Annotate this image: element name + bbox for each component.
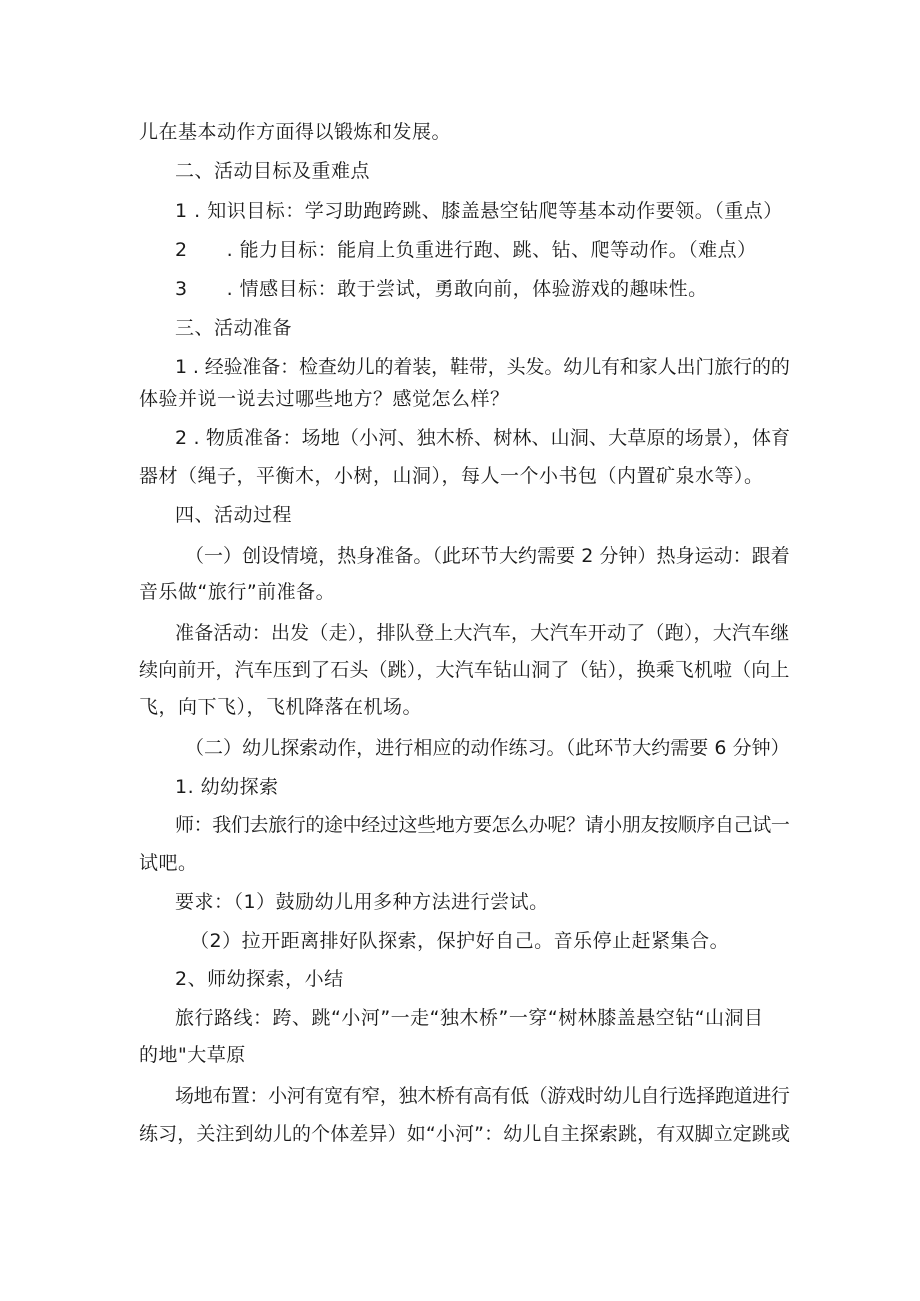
text-line: 旅行路线：跨、跳“小河”一走“独木桥”一穿“树林膝盖悬空钻“山洞目 bbox=[175, 1007, 764, 1029]
text-line: 续向前开，汽车压到了石头（跳），大汽车钻山洞了（钻），换乘飞机啦（向上 bbox=[139, 659, 790, 681]
text-line: 儿在基本动作方面得以锻炼和发展。 bbox=[139, 121, 452, 143]
list-item: 2 . 物质准备：场地（小河、独木桥、树林、山洞、大草原的场景），体育 bbox=[175, 427, 791, 449]
text-line: 音乐做“旅行”前准备。 bbox=[139, 581, 336, 603]
text-line: （二）幼儿探索动作，进行相应的动作练习。（此环节大约需要 6 分钟） bbox=[185, 737, 790, 759]
list-item: 2 . 能力目标：能肩上负重进行跑、跳、钻、爬等动作。（难点） bbox=[175, 239, 757, 261]
text-line: （一）创设情境，热身准备。（此环节大约需要 2 分钟）热身运动：跟着 bbox=[185, 545, 790, 567]
list-item: 3 . 情感目标：敢于尝试，勇敢向前，体验游戏的趣味性。 bbox=[175, 278, 708, 300]
section-heading: 三、活动准备 bbox=[175, 317, 293, 339]
text-line: 场地布置：小河有宽有窄，独木桥有高有低（游戏时幼儿自行选择跑道进行 bbox=[175, 1085, 790, 1107]
list-item: 1 . 经验准备：检查幼儿的着装，鞋带，头发。幼儿有和家人出门旅行的的 bbox=[175, 356, 790, 378]
text-line: 要求：（1）鼓励幼儿用多种方法进行尝试。 bbox=[175, 891, 549, 913]
text-line: 准备活动：出发（走），排队登上大汽车，大汽车开动了（跑），大汽车继 bbox=[175, 622, 790, 644]
text-line: 的地"大草原 bbox=[139, 1044, 246, 1066]
list-item: 1 . 知识目标：学习助跑跨跳、膝盖悬空钻爬等基本动作要领。（重点） bbox=[175, 200, 783, 222]
text-line: 飞，向下飞），飞机降落在机场。 bbox=[139, 696, 423, 718]
subheading: 2、师幼探索，小结 bbox=[175, 968, 344, 990]
section-heading: 四、活动过程 bbox=[175, 504, 293, 526]
text-line: 器材（绳子，平衡木，小树，山洞），每人一个小书包（内置矿泉水等）。 bbox=[139, 465, 764, 487]
section-heading: 二、活动目标及重难点 bbox=[175, 160, 371, 182]
subheading: 1. 幼幼探索 bbox=[175, 776, 279, 798]
text-line: 练习，关注到幼儿的个体差异）如“小河”：幼儿自主探索跳，有双脚立定跳或 bbox=[139, 1123, 791, 1145]
text-line: （2）拉开距离排好队探索，保护好自己。音乐停止赶紧集合。 bbox=[190, 930, 730, 952]
text-line: 师：我们去旅行的途中经过这些地方要怎么办呢？请小朋友按顺序自己试一 bbox=[175, 814, 790, 836]
text-line: 试吧。 bbox=[139, 852, 198, 874]
text-line: 体验并说一说去过哪些地方？感觉怎么样？ bbox=[139, 388, 510, 410]
